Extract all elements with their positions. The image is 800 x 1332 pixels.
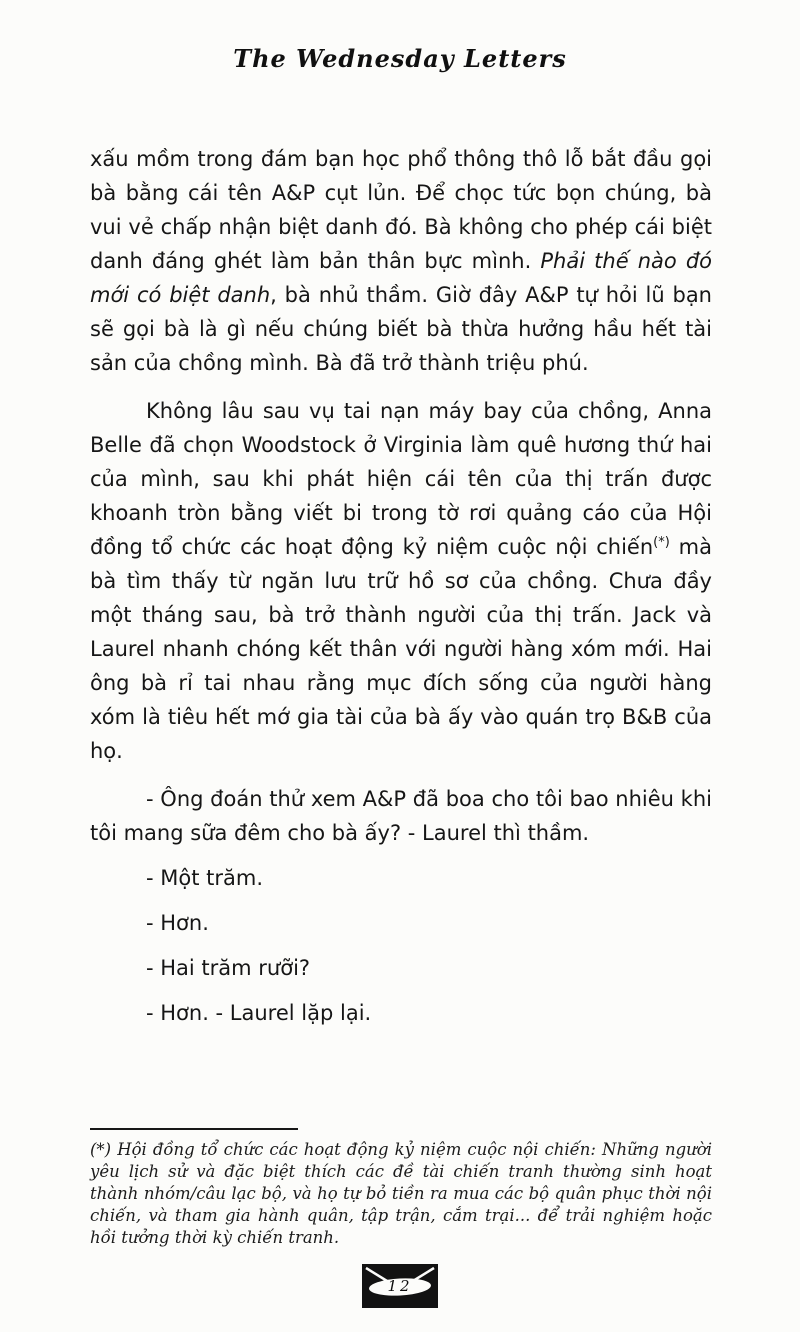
footnote-text: (*) Hội đồng tổ chức các hoạt động kỷ niệm cuộc nội chiến: Những người yêu lịch sử và đặc biệt thích các đề tài chiến tranh thường sinh hoạt thành nhóm/câu lạc bộ, và họ tự bỏ tiền ra mua các bộ quân phục thời nội chiến, và tham gia hành quân, tập trận, cắm trại... để trải nghiệm hoặc hồi tưởng thời kỳ chiến tranh. [90, 1140, 712, 1247]
paragraph [90, 394, 712, 768]
paragraph-text: , bà nhủ thầm. Giờ đây A&P tự hỏi lũ bạn sẽ gọi bà là gì nếu chúng biết bà thừa hưởng hầu hết tài sản của chồng mình. Bà đã trở thành triệu phú. [90, 283, 712, 375]
dialogue-line: - Hơn. - Laurel lặp lại. [146, 1001, 372, 1025]
footnote [90, 1128, 712, 1249]
running-header-title: The Wednesday Letters [233, 44, 567, 73]
paragraph [90, 142, 712, 380]
footnote-marker: (*) [653, 535, 670, 550]
footnote-divider [90, 1128, 298, 1130]
dialogue-line: - Hơn. [146, 911, 209, 935]
italic-phrase: Phải thế nào đó mới có biệt danh [90, 249, 713, 307]
body-text [90, 142, 712, 1041]
paragraph-text: xấu mồm trong đám bạn học phổ thông thô lỗ bắt đầu gọi bà bằng cái tên A&P cụt lủn. Để chọc tức bọn chúng, bà vui vẻ chấp nhận biệt danh đó. Bà không cho phép cái biệt danh đáng ghét làm bản thân bực mình. [90, 147, 712, 273]
page-number-ornament [360, 1262, 440, 1310]
paragraph-text: mà bà tìm thấy từ ngăn lưu trữ hồ sơ của chồng. Chưa đầy một tháng sau, bà trở thành người của thị trấn. Jack và Laurel nhanh chóng kết thân với người hàng xóm mới. Hai ông bà rỉ tai nhau rằng mục đích sống của người hàng xóm là tiêu hết mớ gia tài của bà ấy vào quán trọ B&B của họ. [90, 535, 712, 763]
dialogue-line: - Ông đoán thử xem A&P đã boa cho tôi bao nhiêu khi tôi mang sữa đêm cho bà ấy? - Laurel thì thầm. [90, 787, 712, 845]
paragraph-text: Không lâu sau vụ tai nạn máy bay của chồng, Anna Belle đã chọn Woodstock ở Virginia làm quê hương thứ hai của mình, sau khi phát hiện cái tên của thị trấn được khoanh tròn bằng viết bi trong tờ rơi quảng cáo của Hội đồng tổ chức các hoạt động kỷ niệm cuộc nội chiến [90, 399, 712, 559]
dialogue-line: - Hai trăm rưỡi? [146, 956, 311, 980]
page-number: 12 [387, 1277, 413, 1295]
dialogue-line: - Một trăm. [146, 866, 263, 890]
dialogue-block [90, 782, 712, 1030]
